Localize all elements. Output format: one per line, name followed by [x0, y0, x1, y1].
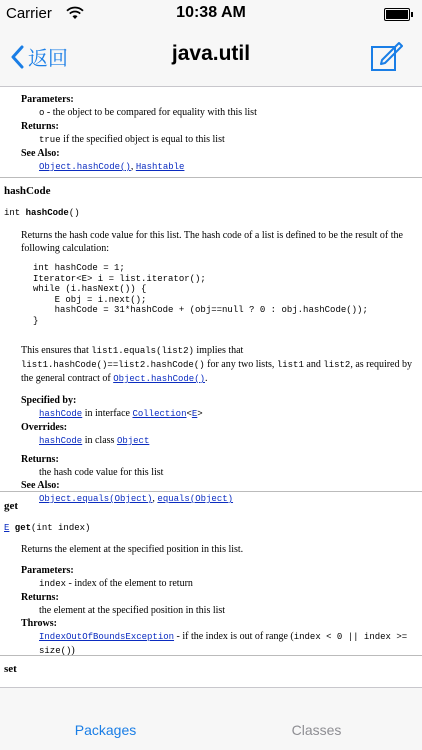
- parameters-label: Parameters:: [21, 565, 74, 576]
- doc-content: [0, 87, 422, 687]
- specified-by-value: hashCode in interface Collection<E>: [39, 408, 203, 419]
- specified-by-label: Specified by:: [21, 395, 77, 406]
- method-signature: E get(int index): [4, 523, 91, 533]
- throws-label: Throws:: [21, 618, 57, 629]
- see-also-label: See Also:: [21, 148, 60, 159]
- ensures-object-hashcode-link[interactable]: Object.hashCode(): [113, 374, 206, 384]
- compose-icon: [370, 40, 404, 72]
- returns-label: Returns:: [21, 592, 59, 603]
- overrides-label: Overrides:: [21, 422, 68, 433]
- overrides-value: hashCode in class Object: [39, 435, 150, 446]
- see-link-object-hashcode[interactable]: Object.hashCode(): [39, 162, 131, 172]
- returns-label: Returns:: [21, 454, 59, 465]
- see-also-links: Object.hashCode(), Hashtable: [39, 161, 185, 172]
- equals-details: [0, 93, 422, 174]
- returns-desc: true if the specified object is equal to this list: [39, 134, 225, 145]
- method-signature: int hashCode(): [4, 208, 80, 218]
- specified-hashcode-link[interactable]: hashCode: [39, 409, 83, 419]
- collection-link[interactable]: Collection: [132, 409, 187, 419]
- method-heading: hashCode: [4, 185, 51, 197]
- see-equals-link[interactable]: equals(Object): [157, 494, 234, 504]
- method-set: [0, 663, 422, 676]
- status-bar: [0, 0, 422, 28]
- navigation-bar: [0, 28, 422, 87]
- see-also-links: Object.equals(Object), equals(Object): [39, 493, 234, 504]
- battery-icon: [384, 8, 410, 21]
- tab-bar: [0, 687, 422, 750]
- parameter-item: o - the object to be compared for equality with this list: [39, 107, 257, 118]
- back-label: 返回: [28, 48, 68, 70]
- throws-desc: IndexOutOfBoundsException - if the index is out of range (index < 0 || index >= size()): [39, 631, 408, 656]
- type-e-link[interactable]: E: [191, 409, 198, 419]
- method-hashcode: [0, 185, 422, 506]
- see-object-equals-link[interactable]: Object.equals(Object): [39, 494, 153, 504]
- tab-classes[interactable]: Classes: [291, 722, 342, 738]
- returns-desc: the hash code value for this list: [39, 467, 164, 478]
- method-heading: get: [4, 500, 19, 512]
- type-e-link[interactable]: E: [4, 523, 10, 533]
- object-class-link[interactable]: Object: [116, 436, 150, 446]
- compose-button[interactable]: [370, 40, 404, 77]
- parameter-item: index - index of the element to return: [39, 578, 193, 589]
- code-sample: int hashCode = 1; Iterator<E> i = list.iterator(); while (i.hasNext()) { E obj = i.next(); hashCode = 31*hashCode + (obj==null ? 0 : obj.hashCode()); }: [33, 263, 368, 326]
- clock: 10:38 AM: [176, 4, 246, 21]
- tab-packages[interactable]: Packages: [74, 722, 137, 738]
- see-link-hashtable[interactable]: Hashtable: [135, 162, 185, 172]
- see-also-label: See Also:: [21, 480, 60, 491]
- method-heading: set: [4, 663, 17, 675]
- overrides-hashcode-link[interactable]: hashCode: [39, 436, 83, 446]
- returns-desc: the element at the specified position in this list: [39, 605, 226, 616]
- parameters-label: Parameters:: [21, 94, 74, 105]
- ensures-paragraph: This ensures that list1.equals(list2) implies that list1.hashCode()==list2.hashCode() for any two lists, list1 and list2, as required by the general contract of Object.hashCode().: [21, 345, 412, 384]
- returns-label: Returns:: [21, 121, 59, 132]
- carrier-label: Carrier: [6, 5, 52, 22]
- page-title: java.util: [171, 42, 251, 65]
- method-description: Returns the element at the specified position in this list.: [21, 544, 244, 555]
- method-description: Returns the hash code value for this list. The hash code of a list is defined to be the result of the following calculation:: [21, 230, 403, 254]
- index-out-of-bounds-link[interactable]: IndexOutOfBoundsException: [39, 632, 175, 642]
- method-get: [0, 500, 422, 658]
